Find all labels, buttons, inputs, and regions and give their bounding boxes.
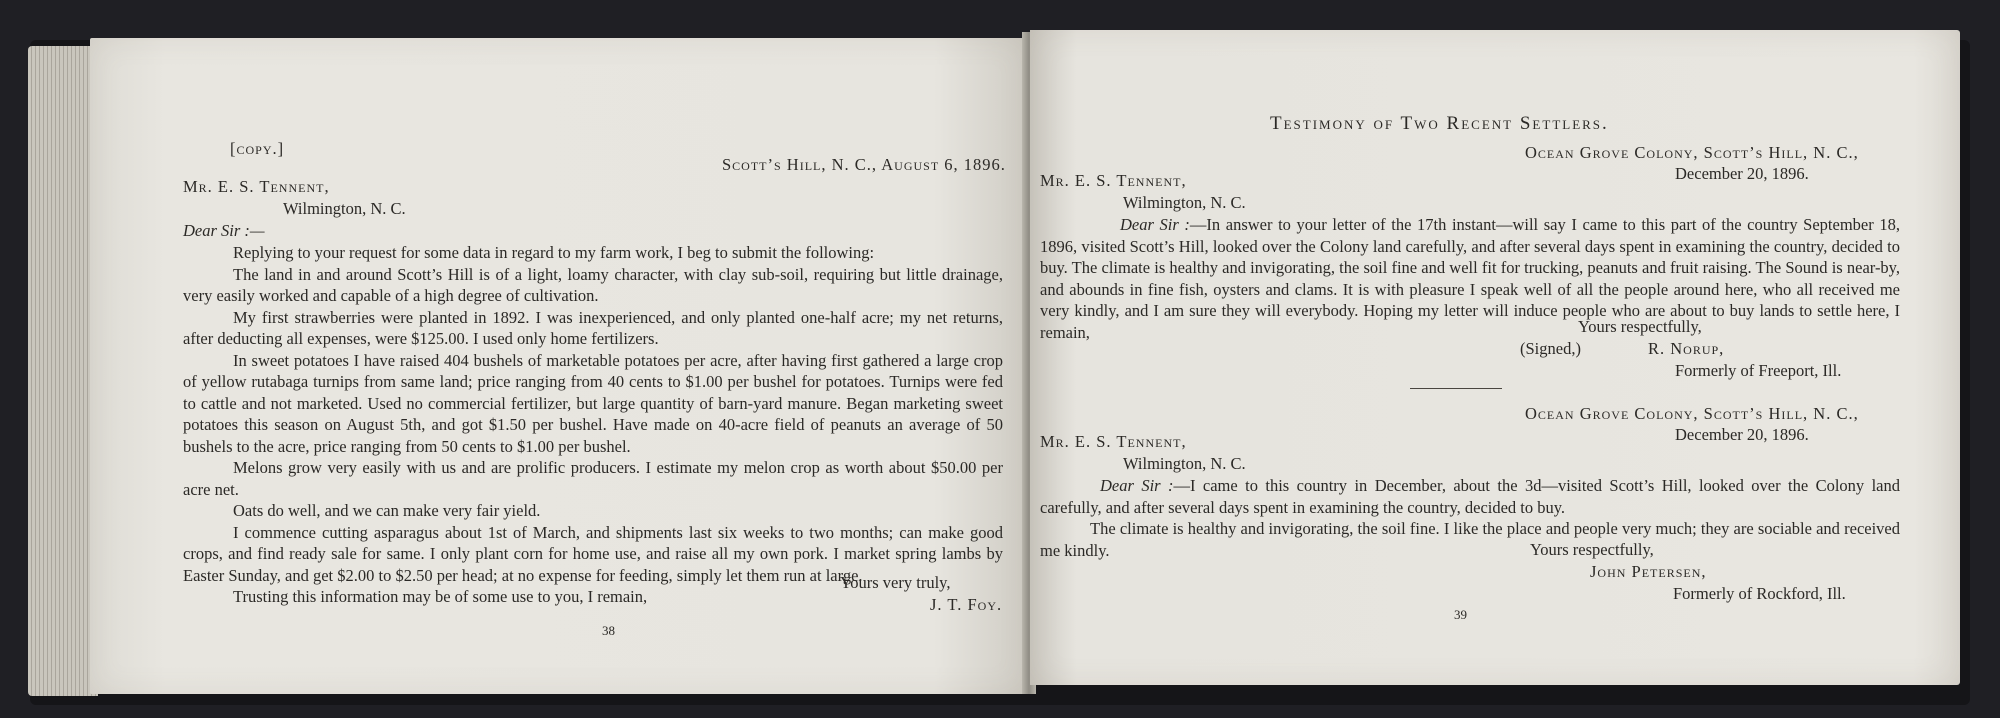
letter2-addressee-city: Wilmington, N. C. <box>1123 454 1246 473</box>
right-page <box>1030 30 1960 685</box>
letter1-body-text: —In answer to your letter of the 17th instant—will say I came to this part of the country September 18, 1896, visited Scott’s Hill, looked over the Colony land carefully, and after several days spent in examining the country, decided to buy. The climate is healthy and invigorating, the soil fine and well fit for trucking, peanuts and fruit raising. The Sound is near-by, and abounds in fine fish, oysters and clams. It is with pleasure I speak well of all the people around here, who all received me very kindly, and I am sure they will everybody. Hoping my letter will induce people who are about to buy lands to settle here, I remain, <box>1040 215 1900 342</box>
place-date: Scott’s Hill, N. C., August 6, 1896. <box>722 155 1006 174</box>
paragraph: Melons grow very easily with us and are prolific producers. I estimate my melon crop as worth about $50.00 per acre net. <box>183 458 1003 499</box>
page-edges <box>28 46 98 696</box>
letter1-signature: R. Norup, <box>1648 339 1725 358</box>
paragraph: I commence cutting asparagus about 1st of March, and shipments last six weeks to two months; can make good crops, and find ready sale for same. I only plant corn for home use, and raise all my own pork. I market spring lambs by Easter Sunday, and get $2.00 to $2.50 per head; at no expense for feeding, simply let them run at large. <box>183 522 1003 585</box>
letter2-paragraph <box>1040 475 1900 518</box>
letter2-closing: Yours respectfully, <box>1530 540 1654 559</box>
letter2-place: Ocean Grove Colony, Scott’s Hill, N. C., <box>1525 404 1859 423</box>
paragraph: Replying to your request for some data in regard to my farm work, I beg to submit the following: <box>233 243 875 262</box>
letter2-formerly: Formerly of Rockford, Ill. <box>1673 584 1846 603</box>
letter1-closing: Yours respectfully, <box>1578 317 1702 336</box>
letter1-salutation: Dear Sir : <box>1120 215 1190 234</box>
letter2-addressee-name: Mr. E. S. Tennent, <box>1040 432 1187 451</box>
page-number: 38 <box>602 623 615 638</box>
paragraph: In sweet potatoes I have raised 404 bushels of marketable potatoes per acre, after having first gathered a large crop of yellow rutabaga turnips from same land; price ranging from 40 cents to $1.00 per bushel for potatoes. Turnips were fed to cattle and not marketed. Used no commercial fertilizer, but large quantity of barn-yard manure. Began marketing sweet potatoes this season on August 5th, and got $1.50 per bushel. Have made on 40-acre field of peanuts an average of 50 bushels to the acre, price ranging from 50 cents to $1.00 per bushel. <box>183 350 1003 456</box>
letter2-paragraph: The climate is healthy and invigorating, the soil fine. I like the place and people very much; they are sociable and received me kindly. <box>1040 519 1900 560</box>
letter2-body-text: —I came to this country in December, about the 3d—visited Scott’s Hill, looked over the Colony land carefully, and after several days spent in examining the country, decided to buy. <box>1040 476 1900 517</box>
paragraph: Oats do well, and we can make very fair yield. <box>233 501 541 520</box>
addressee-name: Mr. E. S. Tennent, <box>183 177 330 196</box>
letter2-signature: John Petersen, <box>1590 562 1707 581</box>
copy-mark: [copy.] <box>230 139 285 158</box>
letter1-signed-mark: (Signed,) <box>1520 339 1581 358</box>
paragraph: Trusting this information may be of some use to you, I remain, <box>233 587 648 606</box>
section-divider <box>1410 388 1502 389</box>
left-page <box>90 38 1028 694</box>
page-heading: Testimony of Two Recent Settlers. <box>1270 113 1609 134</box>
letter-body <box>183 242 1003 608</box>
salutation: Dear Sir :— <box>183 221 265 240</box>
letter1-formerly: Formerly of Freeport, Ill. <box>1675 361 1842 380</box>
signature: J. T. Foy. <box>930 595 1003 614</box>
letter1-body <box>1040 214 1900 343</box>
letter2-body <box>1040 475 1900 561</box>
letter2-salutation: Dear Sir : <box>1100 476 1174 495</box>
page-number: 39 <box>1454 607 1467 622</box>
paragraph: My first strawberries were planted in 1892. I was inexperienced, and only planted one-half acre; my net returns, after deducting all expenses, were $125.00. I used only home fertilizers. <box>183 307 1003 348</box>
letter1-addressee-name: Mr. E. S. Tennent, <box>1040 171 1187 190</box>
closing: Yours very truly, <box>840 573 951 592</box>
paragraph: The land in and around Scott’s Hill is of a light, loamy character, with clay sub-soil, requiring but little drainage, very easily worked and capable of a high degree of cultivation. <box>183 264 1003 305</box>
letter1-addressee-city: Wilmington, N. C. <box>1123 193 1246 212</box>
letter1-place: Ocean Grove Colony, Scott’s Hill, N. C., <box>1525 143 1859 162</box>
letter1-date: December 20, 1896. <box>1675 164 1809 183</box>
letter2-date: December 20, 1896. <box>1675 425 1809 444</box>
addressee-city: Wilmington, N. C. <box>283 199 406 218</box>
